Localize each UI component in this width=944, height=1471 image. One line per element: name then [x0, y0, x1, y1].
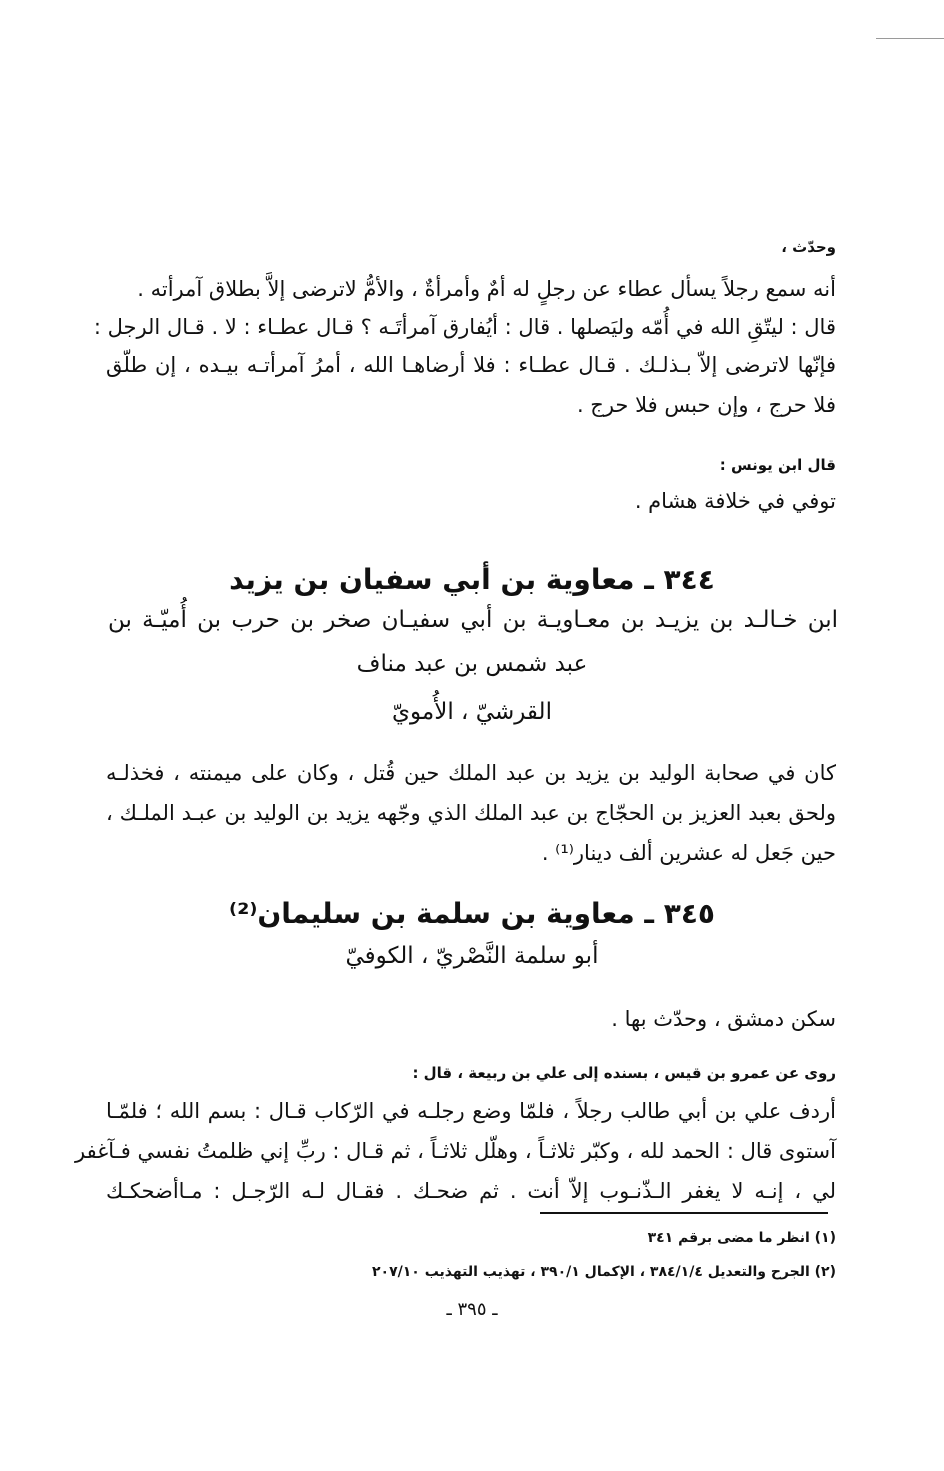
intro-label: وحدّث ، [781, 238, 836, 256]
entry-345-residence: سكن دمشق ، وحدّث بها . [611, 1007, 836, 1031]
entry-344-lineage-1: ابن خـالـد بن يزيـد بن معـاويـة بن أبي سفيـان صخر بن حرب بن أُميّـة بن [108, 607, 838, 633]
intro-line-1: أنه سمع رجلاً يسأل عطاء عن رجلٍ له أمٌ وأمرأةٌ ، والأمُّ لاترضى إلاَّ بطلاق آمرأته . [137, 277, 836, 301]
top-edge-rule [876, 38, 944, 39]
entry-345-body-line-1: أردف علي بن أبي طالب رجلاً ، فلمّا وضع رجلـه في الرّكاب قـال : بسم الله ؛ فلمّـا [106, 1099, 836, 1123]
entry-345-body-line-2: آستوى قال : الحمد لله ، وكبّر ثلاثـاً ، وهلّل ثلاثـاً ، ثم قـال : ربِّ إني ظلمتُ نفسي فـآغفر [75, 1139, 836, 1163]
entry-344-body-line-3: حين جَعل له عشرين ألف دينار⁽¹⁾ . [541, 841, 836, 865]
ibn-yunus-label: قال ابن يونس : [719, 456, 836, 474]
entry-345-title: ٣٤٥ ـ معاوية بن سلمة بن سليمان⁽²⁾ [228, 897, 716, 930]
footnote-2: (٢) الجرح والتعديل ٣٨٤/١/٤ ، الإكمال ٣٩٠/١ ، تهذيب التهذيب ٢٠٧/١٠ [372, 1264, 836, 1280]
entry-344-nisba: القرشيّ ، الأُمويّ [392, 699, 552, 725]
entry-344-body-line-2: ولحق بعبد العزيز بن الحجّاج بن عبد الملك الذي وجّهه يزيد بن الوليد بن عبـد الملـك ، [106, 801, 836, 825]
footnote-1: (١) انظر ما مضى برقم ٣٤١ [647, 1230, 836, 1246]
entry-345-isnad: روى عن عمرو بن قيس ، بسنده إلى علي بن ربيعة ، قال : [412, 1064, 836, 1082]
ibn-yunus-text: توفي في خلافة هشام . [634, 489, 836, 513]
entry-344-lineage-2: عبد شمس بن عبد مناف [356, 651, 588, 677]
page-number: ـ ٣٩٥ ـ [446, 1299, 498, 1320]
intro-line-4: فلا حرج ، وإن حبس فلا حرج . [576, 393, 836, 417]
entry-345-body-line-3: لي ، إنـه لا يغفر الـذّنـوب إلاّ أنت . ثم ضحـك . فقـال لـه الرّجـل : مـاأضحكـك [106, 1179, 836, 1203]
entry-344-title: ٣٤٤ ـ معاوية بن أبي سفيان بن يزيد [229, 563, 715, 596]
entry-344-body-line-1: كان في صحابة الوليد بن يزيد بن عبد الملك حين قُتل ، وكان على ميمنته ، فخذلـه [106, 761, 836, 785]
intro-line-2: قال : ليتّقِ الله في أُمّه وليَصلها . قال : أيُفارق آمرأتَـه ؟ قـال عطـاء : لا . قـال الرجل : [93, 315, 836, 339]
intro-line-3: فإنّها لاترضى إلاّ بـذلـك . قـال عطـاء : فلا أرضاهـا الله ، أمرُ آمرأتـه بيـده ، إن طلّق [106, 353, 836, 377]
entry-345-kunya: أبو سلمة النَّصْريّ ، الكوفيّ [345, 943, 599, 969]
footnote-separator [540, 1212, 828, 1214]
